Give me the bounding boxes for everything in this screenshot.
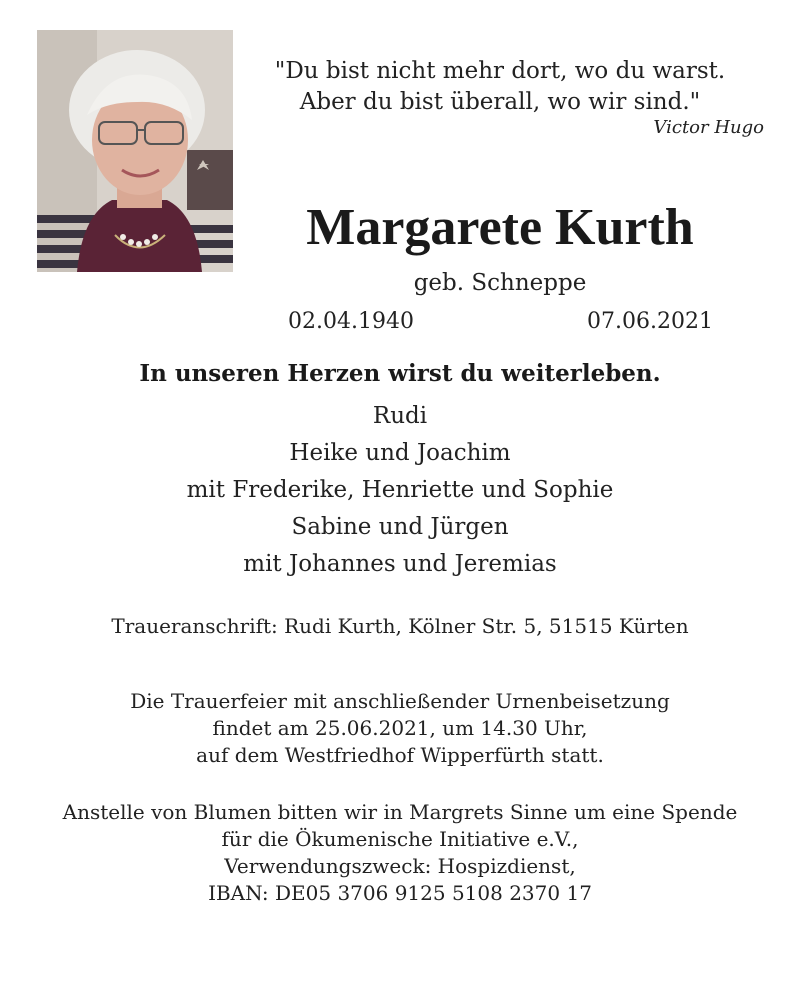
mourner-line: Sabine und Jürgen	[291, 514, 509, 540]
ceremony-line: auf dem Westfriedhof Wipperfürth statt.	[196, 743, 604, 767]
donation-line: Verwendungszweck: Hospizdienst,	[224, 854, 576, 878]
donation-info	[0, 799, 800, 907]
deceased-name: Margarete Kurth	[306, 199, 694, 256]
donation-line: IBAN: DE05 3706 9125 5108 2370 17	[208, 881, 592, 905]
mourner-line: Rudi	[372, 403, 428, 429]
ceremony-line: Die Trauerfeier mit anschließender Urnenbeisetzung	[130, 689, 670, 713]
portrait-photo	[37, 30, 233, 272]
donation-line: Anstelle von Blumen bitten wir in Margrets Sinne um eine Spende	[62, 800, 738, 824]
motto: In unseren Herzen wirst du weiterleben.	[139, 360, 661, 387]
mourner-line: mit Johannes und Jeremias	[243, 551, 557, 577]
mourner-line: mit Frederike, Henriette und Sophie	[186, 477, 614, 503]
quote	[250, 56, 750, 118]
donation-line: für die Ökumenische Initiative e.V.,	[221, 827, 579, 851]
quote-line: "Du bist nicht mehr dort, wo du warst.	[274, 58, 726, 84]
birth-date: 02.04.1940	[288, 309, 414, 334]
ceremony-info	[0, 688, 800, 769]
mourners-list	[0, 398, 800, 583]
mourning-address: Traueranschrift: Rudi Kurth, Kölner Str. 5, 51515 Kürten	[111, 614, 689, 638]
ceremony-line: findet am 25.06.2021, um 14.30 Uhr,	[212, 716, 588, 740]
maiden-name: geb. Schneppe	[413, 270, 587, 296]
quote-author: Victor Hugo	[653, 117, 764, 138]
quote-line: Aber du bist überall, wo wir sind."	[299, 89, 701, 115]
mourner-line: Heike und Joachim	[289, 440, 511, 466]
death-date: 07.06.2021	[587, 309, 713, 334]
